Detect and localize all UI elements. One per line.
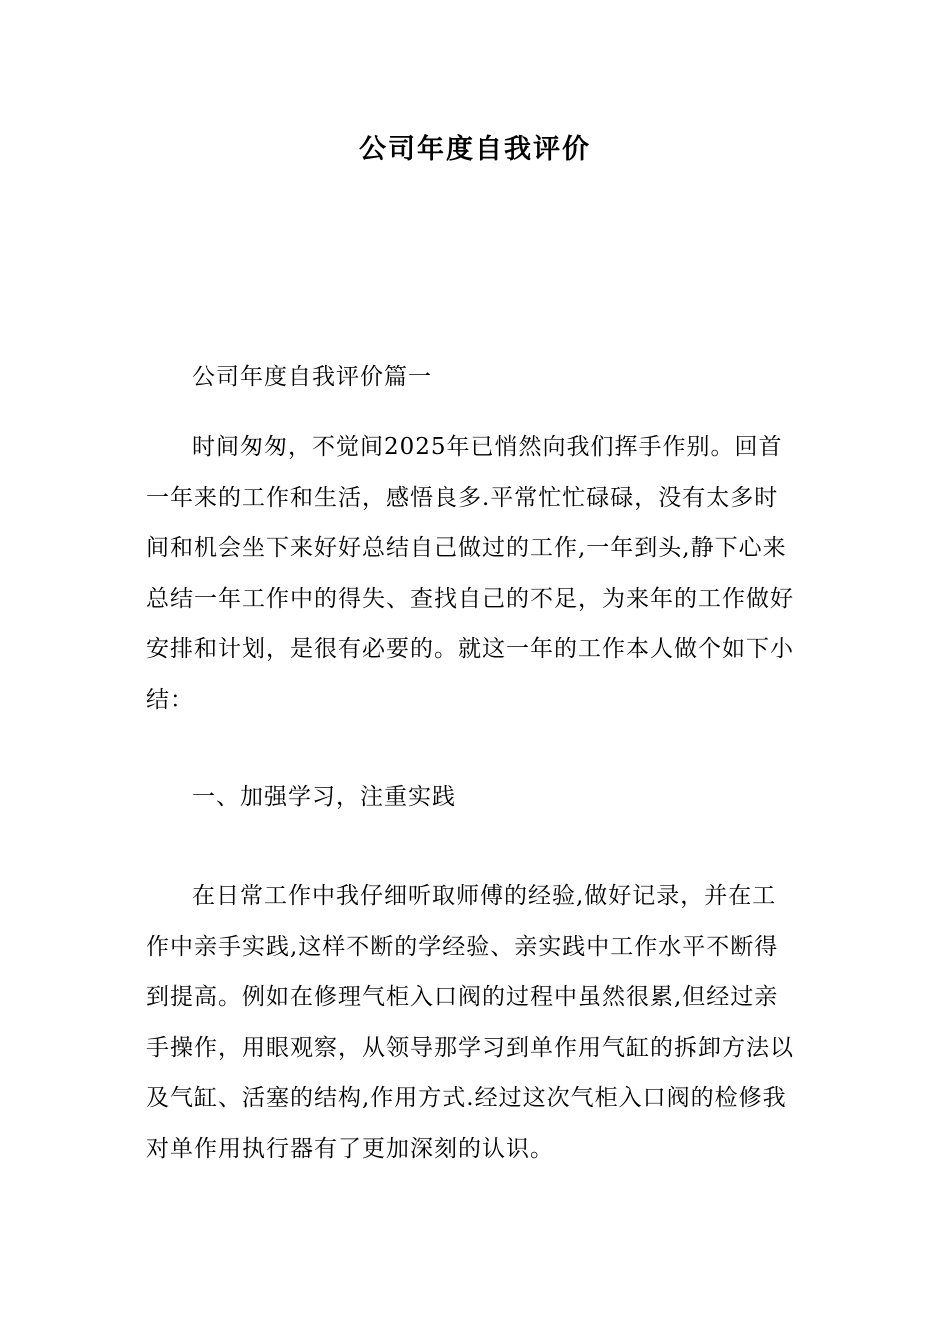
document-subtitle: 公司年度自我评价篇一 xyxy=(192,364,432,390)
section-heading: 一、加强学习，注重实践 xyxy=(192,784,456,810)
intro-paragraph: 时间匆匆，不觉间2025年已悄然向我们挥手作别。回首一年来的工作和生活，感悟良多.平常忙忙碌碌，没有太多时间和机会坐下来好好总结自己做过的工作,一年到头,静下心来总结一年工作中的得失、查找自己的不足，为来年的工作做好安排和计划，是很有必要的。就这一年的工作本人做个如下小结： xyxy=(146,434,794,713)
document-title: 公司年度自我评价 xyxy=(359,134,591,165)
section-body-paragraph: 在日常工作中我仔细听取师傅的经验,做好记录，并在工作中亲手实践,这样不断的学经验、亲实践中工作水平不断得到提高。例如在修理气柜入口阀的过程中虽然很累,但经过亲手操作，用眼观察，从领导那学习到单作用气缸的拆卸方法以及气缸、活塞的结构,作用方式.经过这次气柜入口阀的检修我对单作用执行器有了更加深刻的认识。 xyxy=(146,883,794,1162)
